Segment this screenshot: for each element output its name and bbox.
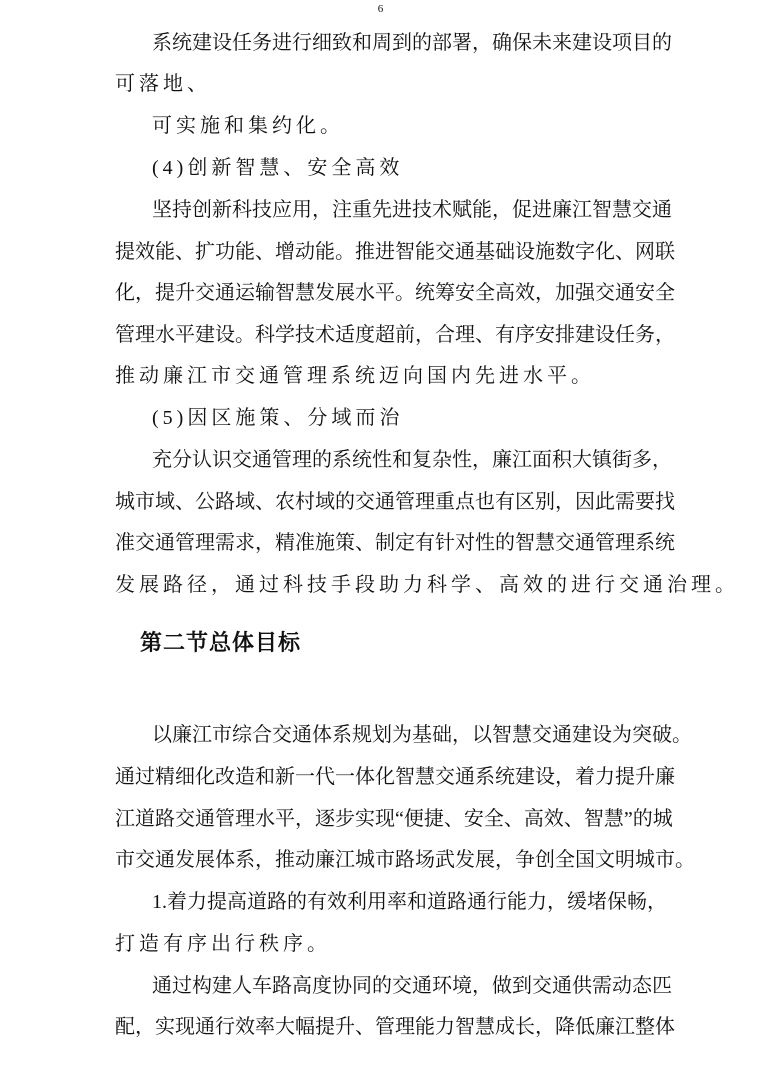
subheading-4: (4)创新智慧、安全高效 xyxy=(152,157,404,179)
paragraph-line: 通过精细化改造和新一代一体化智慧交通系统建设，着力提升廉 xyxy=(115,766,675,788)
paragraph-line: 提效能、扩功能、增动能。推进智能交通基础设施数字化、网联 xyxy=(115,241,675,263)
page-number: 6 xyxy=(377,3,384,15)
paragraph-line: 推动廉江市交通管理系统迈向国内先进水平。 xyxy=(115,365,595,387)
paragraph-line: 城市域、公路域、农村域的交通管理重点也有区别，因此需要找 xyxy=(115,491,675,513)
paragraph-line: 可实施和集约化。 xyxy=(152,115,344,137)
paragraph-line: 打造有序出行秩序。 xyxy=(115,933,331,955)
paragraph-line: 发展路径，通过科技手段助力科学、高效的进行交通治理。 xyxy=(115,574,739,596)
subheading-5: (5)因区施策、分域而治 xyxy=(152,407,404,429)
paragraph-line: 准交通管理需求，精准施策、制定有针对性的智慧交通管理系统 xyxy=(115,532,675,554)
paragraph-line: 管理水平建设。科学技术适度超前，合理、有序安排建设任务， xyxy=(115,324,675,346)
paragraph-line: 配，实现通行效率大幅提升、管理能力智慧成长，降低廉江整体 xyxy=(115,1016,675,1038)
paragraph-line: 通过构建人车路高度协同的交通环境，做到交通供需动态匹 xyxy=(152,975,672,997)
paragraph-line: 以廉江市综合交通体系规划为基础，以智慧交通建设为突破。 xyxy=(152,724,692,746)
section-heading: 第二节总体目标 xyxy=(140,630,302,655)
paragraph-line: 化，提升交通运输智慧发展水平。统筹安全高效，加强交通安全 xyxy=(115,282,675,304)
paragraph-line: 充分认识交通管理的系统性和复杂性，廉江面积大镇街多， xyxy=(152,449,672,471)
paragraph-line: 市交通发展体系，推动廉江城市路场武发展，争创全国文明城市。 xyxy=(115,849,695,871)
paragraph-line: 系统建设任务进行细致和周到的部署，确保未来建设项目的 xyxy=(152,32,672,54)
paragraph-line: 江道路交通管理水平，逐步实现“便捷、安全、高效、智慧”的城 xyxy=(115,808,673,830)
goal-item-1: 1.着力提高道路的有效利用率和道路通行能力，缓堵保畅， xyxy=(152,891,667,913)
paragraph-line: 可落地、 xyxy=(115,73,211,95)
paragraph-line: 坚持创新科技应用，注重先进技术赋能，促进廉江智慧交通 xyxy=(152,199,672,221)
